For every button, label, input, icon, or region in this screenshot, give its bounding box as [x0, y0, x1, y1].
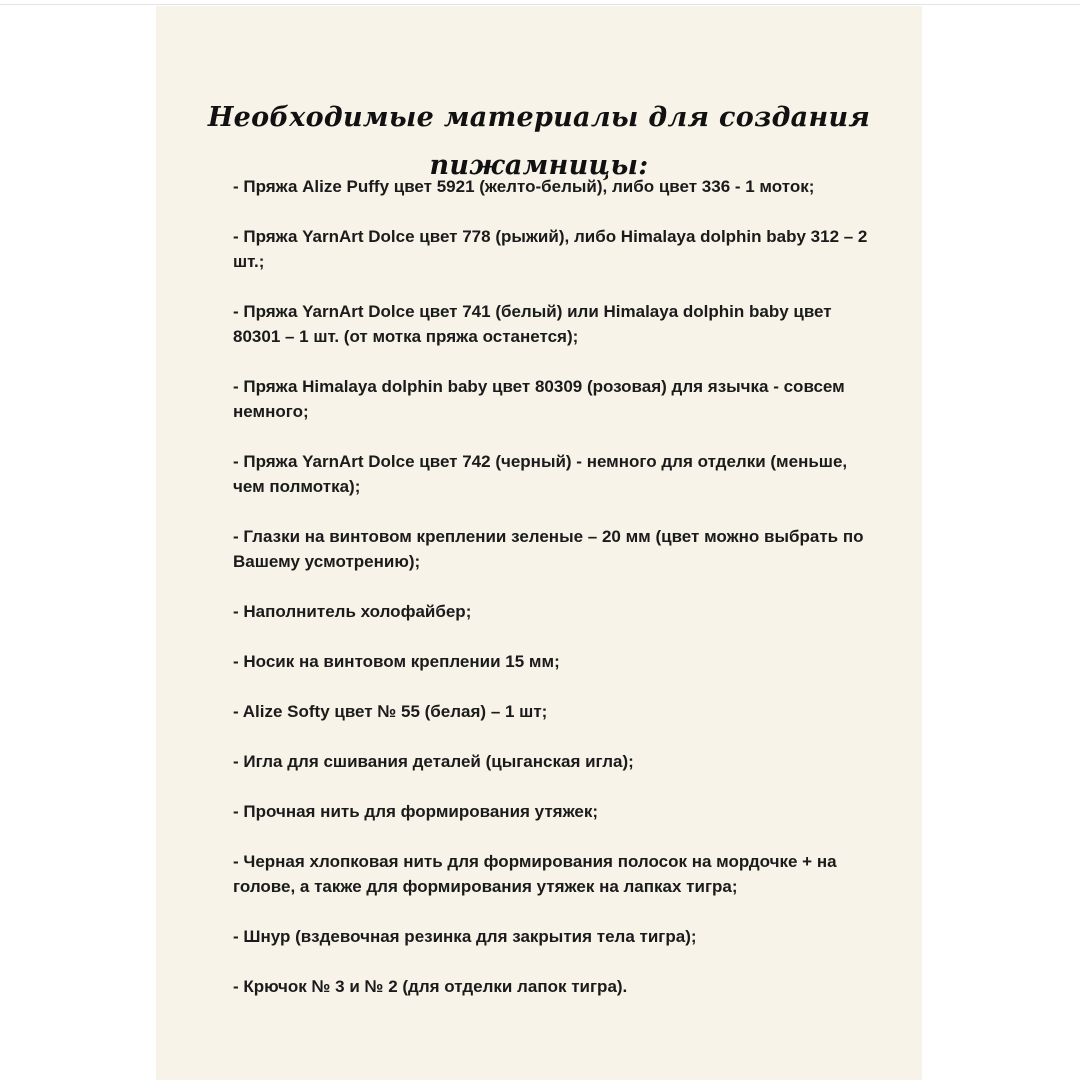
material-item-needle: - Игла для сшивания деталей (цыганская игла);: [233, 752, 634, 771]
material-item-yarn-dolce-742: - Пряжа YarnArt Dolce цвет 742 (черный) - немного для отделки (меньше, чем полмотка);: [233, 452, 848, 496]
material-item-eyes: - Глазки на винтовом креплении зеленые – 20 мм (цвет можно выбрать по Вашему усмотрению);: [233, 527, 864, 571]
top-divider: [0, 4, 1080, 5]
material-item-cord: - Шнур (вздевочная резинка для закрытия тела тигра);: [233, 927, 697, 946]
material-item-strong-thread: - Прочная нить для формирования утяжек;: [233, 802, 599, 821]
material-item-nose: - Носик на винтовом креплении 15 мм;: [233, 652, 560, 671]
materials-list: [233, 174, 873, 1024]
document-page: [156, 6, 922, 1080]
material-item-yarn-himalaya-pink: - Пряжа Himalaya dolphin baby цвет 80309 (розовая) для язычка - совсем немного;: [233, 377, 845, 421]
title-line-2: пижамницы:: [429, 150, 649, 182]
material-item-filler: - Наполнитель холофайбер;: [233, 602, 472, 621]
material-item-yarn-dolce-778: - Пряжа YarnArt Dolce цвет 778 (рыжий), либо Himalaya dolphin baby 312 – 2 шт.;: [233, 227, 868, 271]
material-item-hooks: - Крючок № 3 и № 2 (для отделки лапок тигра).: [233, 977, 628, 996]
title-line-1: Необходимые материалы для создания: [207, 102, 871, 134]
material-item-yarn-dolce-741: - Пряжа YarnArt Dolce цвет 741 (белый) или Himalaya dolphin baby цвет 80301 – 1 шт. (от мотка пряжа останется);: [233, 302, 832, 346]
material-item-yarn-alize-puffy: - Пряжа Alize Puffy цвет 5921 (желто-белый), либо цвет 336 - 1 моток;: [233, 177, 815, 196]
material-item-black-cotton-thread: - Черная хлопковая нить для формирования полосок на мордочке + на голове, а также для формирования утяжек на лапках тигра;: [233, 852, 837, 896]
material-item-alize-softy: - Alize Softy цвет № 55 (белая) – 1 шт;: [233, 702, 548, 721]
